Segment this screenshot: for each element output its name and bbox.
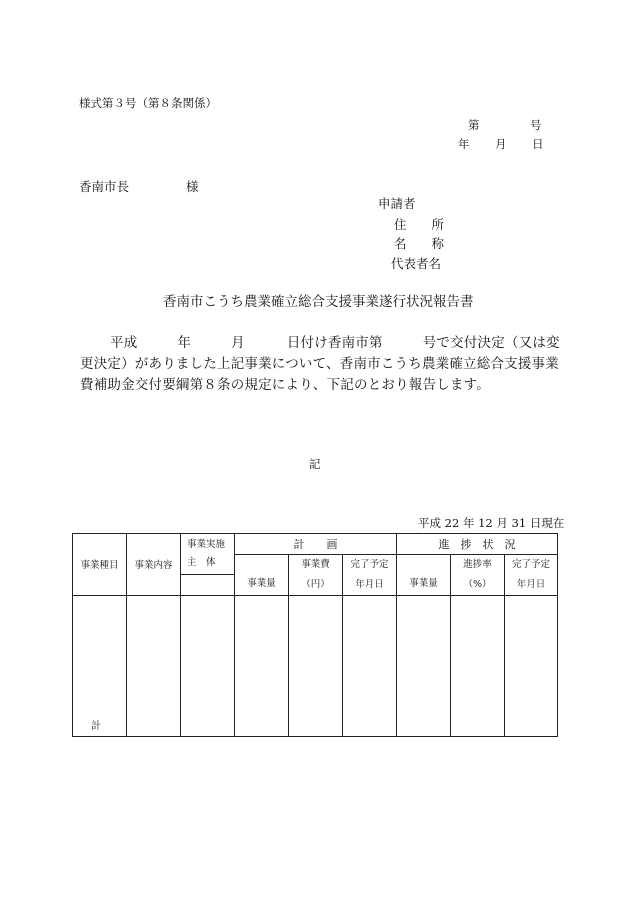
addressee-sama: 様	[186, 179, 199, 194]
plan-cost-header	[289, 555, 343, 596]
plan-header: 計 画	[235, 534, 397, 555]
doc-date-day: 日	[532, 137, 544, 151]
page-title: 香南市こうち農業確立総合支援事業遂行状況報告書	[163, 294, 474, 310]
applicant-rep-label: 代表者名	[391, 256, 442, 271]
ki-mark: 記	[309, 457, 321, 471]
progress-volume-header: 事業量	[397, 555, 451, 596]
table-cell	[235, 595, 289, 736]
progress-rate-header-1: 進捗率	[463, 559, 492, 570]
table-cell	[289, 595, 343, 736]
body-rest: 号で交付決定（又は変	[422, 335, 560, 351]
table-cell	[181, 595, 235, 736]
table-cell	[127, 595, 181, 736]
progress-rate-header-2: （%）	[463, 578, 492, 590]
progress-complete-header-1: 完了予定	[511, 559, 550, 570]
applicant-name-label: 名 称	[394, 236, 445, 251]
body-line-1	[110, 337, 560, 351]
addressee-name: 香南市長	[79, 179, 130, 194]
plan-cost-header-2: （円）	[301, 578, 330, 590]
as-of-date: 平成 22 年 12 月 31 日現在	[418, 516, 565, 530]
progress-rate-header	[451, 555, 505, 596]
total-cell	[73, 595, 127, 736]
body-line-3: 費補助金交付要綱第８条の規定により、下記のとおり報告します。	[80, 377, 490, 393]
col-header-entity	[181, 534, 235, 575]
doc-date-year: 年	[458, 137, 470, 151]
progress-complete-header-2: 年月日	[516, 578, 546, 590]
plan-complete-header-2: 年月日	[355, 578, 384, 590]
applicant-heading: 申請者	[378, 196, 416, 211]
plan-volume-header: 事業量	[235, 555, 289, 596]
progress-complete-header	[505, 555, 558, 596]
col-header-content: 事業内容	[127, 534, 181, 596]
col-header-type: 事業種目	[73, 534, 127, 596]
body-line-2: 更決定）がありました上記事業について、香南市こうち農業確立総合支援事業	[80, 356, 559, 372]
progress-header: 進 捗 状 況	[397, 534, 558, 555]
applicant-address-label: 住 所	[394, 217, 445, 232]
total-label: 計	[91, 720, 101, 732]
doc-number-go: 号	[530, 118, 542, 132]
plan-complete-header	[343, 555, 397, 596]
col-header-entity-1: 事業実施	[187, 538, 226, 550]
table-cell	[505, 595, 558, 736]
progress-table	[72, 533, 558, 737]
body-heisei: 平成	[110, 335, 138, 351]
plan-complete-header-1: 完了予定	[350, 559, 389, 570]
col-header-entity-2: 主 体	[187, 556, 216, 568]
form-reference: 様式第３号（第８条関係）	[79, 96, 217, 110]
body-nen: 年	[177, 335, 192, 351]
entity-header-blank	[181, 574, 235, 595]
doc-date-month: 月	[495, 137, 507, 151]
plan-cost-header-1: 事業費	[301, 559, 330, 570]
body-gatsu: 月	[231, 335, 245, 351]
body-hizuke: 日付け香南市第	[286, 335, 383, 351]
table-cell	[397, 595, 451, 736]
table-cell	[343, 595, 397, 736]
table-row	[73, 595, 558, 736]
doc-number-dai: 第	[468, 118, 480, 132]
table-cell	[451, 595, 505, 736]
